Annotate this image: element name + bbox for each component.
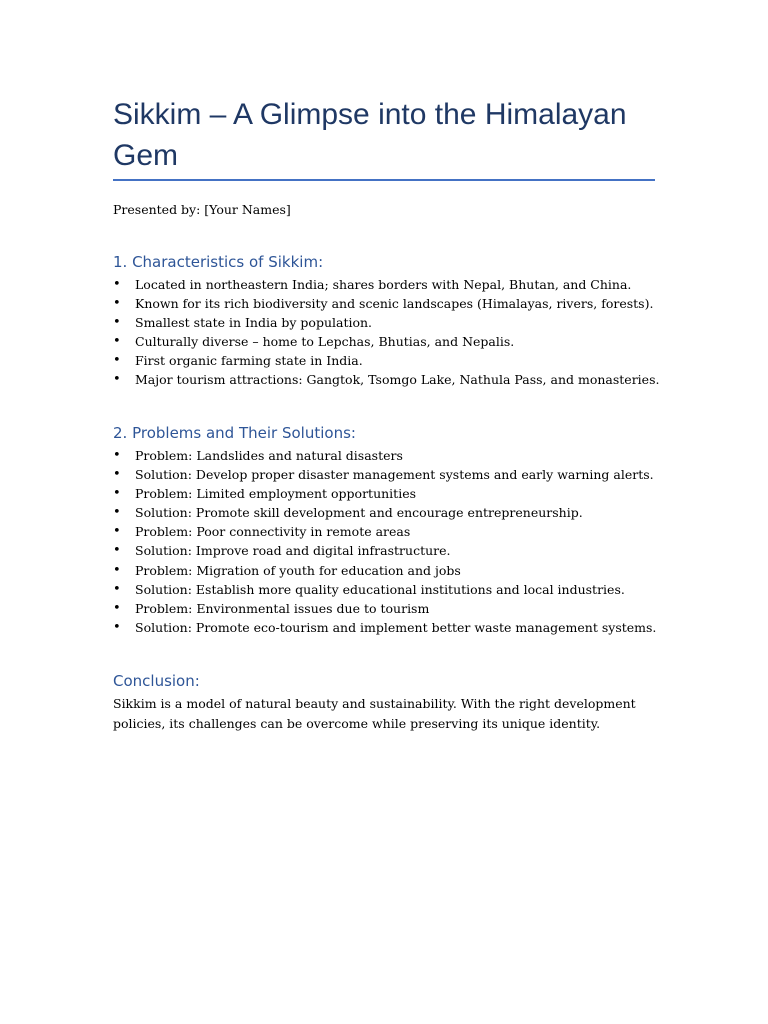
- bullet-icon: •: [113, 334, 121, 350]
- bullet-icon: •: [113, 277, 121, 292]
- list-item: • Problem: Landslides and natural disasters: [113, 446, 655, 465]
- bullet-icon: •: [113, 562, 121, 578]
- list-item: • Problem: Limited employment opportunities: [113, 484, 655, 503]
- bullet-icon: •: [113, 448, 121, 463]
- bullet-icon: •: [113, 619, 121, 635]
- list-item: • Solution: Develop proper disaster management systems and early warning alerts.: [113, 465, 655, 484]
- problems-solutions-list: [113, 446, 655, 637]
- bullet-icon: •: [113, 543, 121, 559]
- section-heading-problems: 2. Problems and Their Solutions:: [113, 424, 356, 442]
- list-item: • Solution: Promote eco-tourism and implement better waste management systems.: [113, 618, 655, 637]
- list-item: • Problem: Poor connectivity in remote areas: [113, 522, 655, 541]
- bullet-icon: •: [113, 581, 121, 597]
- list-item: • First organic farming state in India.: [113, 351, 655, 370]
- list-item: • Major tourism attractions: Gangtok, Tsomgo Lake, Nathula Pass, and monasteries.: [113, 370, 655, 389]
- characteristics-list: [113, 275, 660, 390]
- list-item: • Solution: Promote skill development and encourage entrepreneurship.: [113, 503, 655, 522]
- list-item: • Culturally diverse – home to Lepchas, Bhutias, and Nepalis.: [113, 332, 655, 351]
- bullet-icon: •: [113, 486, 121, 502]
- title-underline: [113, 179, 655, 181]
- bullet-icon: •: [113, 600, 121, 616]
- list-item: • Solution: Establish more quality educational institutions and local industries.: [113, 580, 655, 599]
- bullet-icon: •: [113, 315, 121, 331]
- list-item: • Smallest state in India by population.: [113, 313, 655, 332]
- bullet-icon: •: [113, 296, 121, 312]
- list-item: • Solution: Improve road and digital infrastructure.: [113, 541, 655, 560]
- list-item: • Located in northeastern India; shares borders with Nepal, Bhutan, and China.: [113, 275, 655, 294]
- bullet-icon: •: [113, 372, 121, 388]
- conclusion-paragraph: Sikkim is a model of natural beauty and sustainability. With the right development policies, its challenges can be overcome while preserving its unique identity.: [113, 696, 636, 731]
- section-heading-characteristics: 1. Characteristics of Sikkim:: [113, 253, 324, 271]
- list-item: • Known for its rich biodiversity and scenic landscapes (Himalayas, rivers, forests).: [113, 294, 655, 313]
- bullet-icon: •: [113, 524, 121, 540]
- list-item: • Problem: Environmental issues due to tourism: [113, 599, 655, 618]
- document-title: Sikkim – A Glimpse into the Himalayan Gem: [113, 98, 627, 172]
- list-item: • Problem: Migration of youth for education and jobs: [113, 561, 655, 580]
- section-heading-conclusion: Conclusion:: [113, 672, 200, 690]
- bullet-icon: •: [113, 353, 121, 369]
- bullet-icon: •: [113, 505, 121, 521]
- presenter-line: Presented by: [Your Names]: [113, 202, 291, 217]
- bullet-icon: •: [113, 467, 121, 483]
